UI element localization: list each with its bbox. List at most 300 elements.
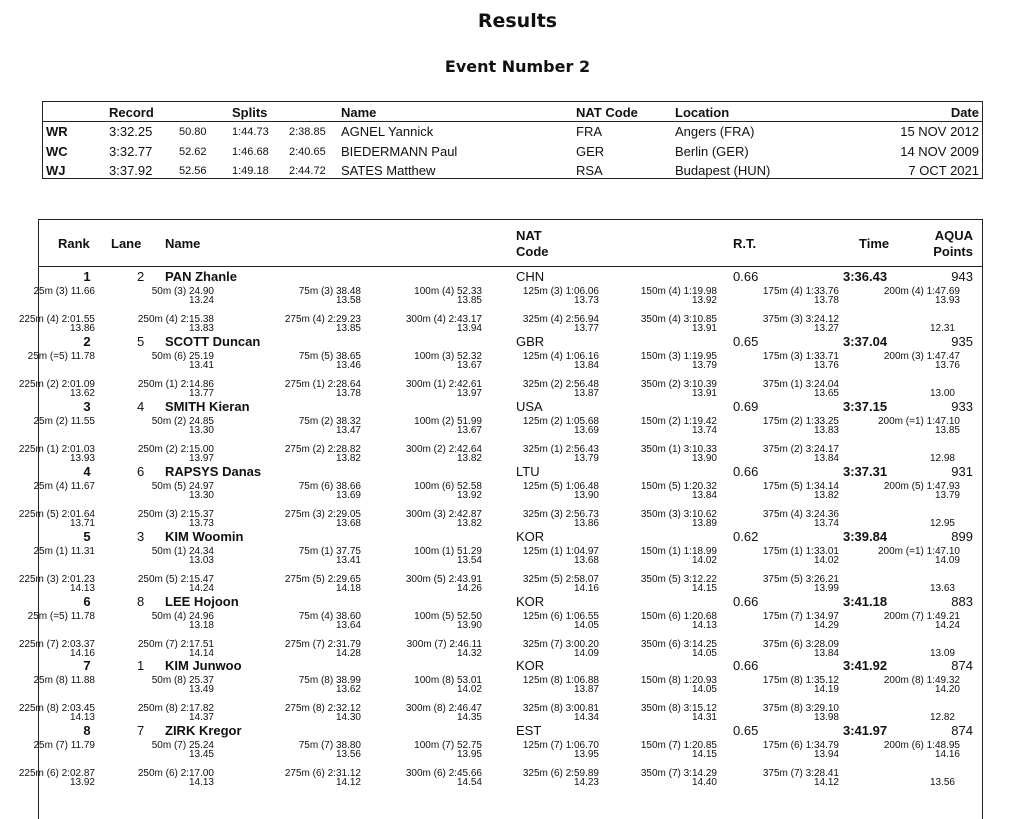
split-time: 225m (1) 2:01.03 [18,443,95,455]
athlete-lane: 3 [137,528,145,544]
athlete-row [18,398,982,464]
split-time: 300m (6) 2:45.66 [405,768,482,780]
record-row [43,122,982,142]
athlete-row [18,463,982,529]
split-lap-time: 13.74 [691,424,717,436]
split-lap-time: 13.90 [456,619,482,631]
split-lap-time: 13.93 [934,295,960,306]
split-lap-time: 13.95 [573,749,599,761]
split-time: 225m (8) 2:03.45 [18,703,95,715]
athlete-lane: 6 [137,463,145,479]
athlete-points: 935 [951,333,973,349]
split-lap-time: 13.89 [691,517,717,529]
split-lap-time: 13.85 [934,424,960,436]
split-lap-time: 13.62 [335,684,361,696]
results-header-rank: Rank [58,236,90,251]
athlete-lane: 8 [137,593,145,609]
split-time: 175m (6) 1:34.79 [762,740,839,752]
split-lap-time: 13.65 [813,387,839,399]
split-time: 175m (2) 1:33.25 [762,415,839,427]
split-lap-time: 13.86 [69,323,95,334]
split-time: 375m (6) 3:28.09 [762,638,839,650]
athlete-name: PAN Zhanle [165,269,237,284]
split-time: 275m (4) 2:29.23 [284,314,361,325]
record-holder-name: AGNEL Yannick [341,124,434,139]
split-lap-time: 13.71 [69,517,95,529]
split-time: 125m (7) 1:06.70 [522,740,599,752]
split-time: 100m (2) 51.99 [414,415,482,427]
split-time: 50m (7) 25.24 [151,740,214,752]
split-lap-time: 14.09 [934,554,960,566]
split-lap-time: 13.93 [69,452,95,464]
split-lap-time: 13.97 [456,387,482,399]
split-time: 325m (7) 3:00.20 [522,638,599,650]
split-lap-time: 14.15 [691,582,717,594]
split-time: 250m (8) 2:17.82 [137,703,214,715]
split-time: 375m (1) 3:24.04 [762,378,839,390]
athlete-rank: 3 [83,398,91,414]
athlete-nat: KOR [516,658,545,674]
split-lap-time: 13.82 [813,489,839,501]
split-lap-time: 13.79 [934,489,960,501]
split-time: 200m (3) 1:47.47 [883,350,960,362]
records-header-splits: Splits [232,105,268,120]
split-time: 125m (1) 1:04.97 [522,545,599,557]
split-time: 75m (8) 38.99 [298,675,361,687]
split-time: 275m (1) 2:28.64 [284,378,361,390]
split-time: 375m (7) 3:28.41 [762,768,839,780]
split-lap-time: 13.79 [573,452,599,464]
split-time: 300m (4) 2:43.17 [405,314,482,325]
split-lap-time: 14.32 [456,647,482,659]
records-header-location: Location [675,105,730,120]
split-time: 275m (3) 2:29.05 [284,508,361,520]
split-time: 225m (6) 2:02.87 [18,768,95,780]
record-split: 52.62 [179,146,207,158]
split-lap-time: 13.69 [335,489,361,501]
split-lap-time: 13.27 [813,323,839,334]
split-lap-time: 13.73 [573,295,599,306]
record-code: WC [46,144,68,159]
final-lap-time: 12.95 [929,517,955,529]
athlete-points: 883 [951,593,973,609]
athlete-time: 3:41.18 [843,593,888,609]
split-lap-time: 14.05 [691,684,717,696]
split-time: 350m (2) 3:10.39 [640,378,717,390]
record-nat: FRA [576,124,602,139]
split-lap-time: 13.84 [573,359,599,371]
split-lap-time: 13.69 [573,424,599,436]
split-lap-time: 13.91 [691,323,717,334]
athlete-name: KIM Woomin [165,528,244,544]
athlete-time: 3:36.43 [843,269,888,284]
split-time: 150m (1) 1:18.99 [640,545,717,557]
records-header-date: Date [950,105,979,120]
split-time: 250m (7) 2:17.51 [137,638,214,650]
record-code: WJ [46,163,66,178]
split-lap-time: 14.13 [691,619,717,631]
record-split: 50.80 [179,126,207,138]
split-time: 50m (5) 24.97 [151,480,214,492]
split-time: 375m (4) 3:24.36 [762,508,839,520]
split-lap-time: 13.90 [573,489,599,501]
split-lap-time: 14.12 [335,777,361,789]
split-time: 225m (4) 2:01.55 [18,314,95,325]
split-time: 75m (2) 38.32 [298,415,361,427]
records-header-nat: NAT Code [576,105,638,120]
athlete-reaction-time: 0.65 [733,723,759,739]
athlete-row [18,723,982,789]
split-lap-time: 14.20 [934,684,960,696]
athlete-reaction-time: 0.66 [733,269,759,284]
split-lap-time: 13.45 [188,749,214,761]
record-time: 3:32.25 [109,124,153,139]
split-time: 25m (1) 11.31 [33,545,95,557]
record-code: WR [46,124,68,139]
split-time: 75m (6) 38.66 [298,480,361,492]
split-time: 300m (7) 2:46.11 [406,638,482,650]
split-lap-time: 13.92 [456,489,482,501]
split-lap-time: 13.54 [456,554,482,566]
split-time: 100m (7) 52.75 [414,740,482,752]
athlete-time: 3:41.97 [843,723,888,739]
split-time: 175m (3) 1:33.71 [762,350,839,362]
athlete-row [18,528,982,594]
split-time: 25m (2) 11.55 [33,415,95,427]
results-header-lane: Lane [111,236,142,251]
split-time: 75m (4) 38.60 [298,610,361,622]
split-time: 300m (8) 2:46.47 [405,703,482,715]
athlete-name: SCOTT Duncan [165,333,261,349]
athlete-rank: 4 [83,463,91,479]
split-lap-time: 14.23 [573,777,599,789]
split-time: 175m (8) 1:35.12 [762,675,839,687]
athlete-points: 931 [951,463,973,479]
split-lap-time: 13.58 [335,295,361,306]
split-time: 100m (5) 52.50 [414,610,482,622]
split-time: 250m (2) 2:15.00 [137,443,214,455]
athlete-name: SMITH Kieran [165,398,250,414]
split-time: 350m (1) 3:10.33 [640,443,717,455]
split-lap-time: 14.16 [934,749,960,761]
results-header-aqua: AQUA [934,228,973,243]
record-split: 1:46.68 [232,146,269,158]
athlete-points: 899 [951,528,973,544]
split-time: 300m (3) 2:42.87 [405,508,482,520]
split-time: 50m (3) 24.90 [151,286,214,297]
record-split: 2:44.72 [289,165,326,177]
split-time: 325m (3) 2:56.73 [522,508,599,520]
results-header-code: Code [516,244,549,259]
split-time: 100m (1) 51.29 [414,545,482,557]
athlete-reaction-time: 0.62 [733,528,759,544]
athlete-name: RAPSYS Danas [165,463,262,479]
athlete-rank: 1 [83,269,91,284]
split-time: 225m (3) 2:01.23 [18,573,95,585]
split-time: 125m (6) 1:06.55 [522,610,599,622]
split-lap-time: 13.03 [188,554,214,566]
split-lap-time: 14.14 [188,647,214,659]
split-lap-time: 14.15 [691,749,717,761]
record-holder-name: SATES Matthew [341,163,436,178]
final-lap-time: 13.00 [929,387,955,399]
split-lap-time: 14.02 [456,684,482,696]
athlete-row [18,269,982,334]
split-time: 200m (8) 1:49.32 [883,675,960,687]
split-time: 350m (4) 3:10.85 [640,314,717,325]
split-time: 375m (3) 3:24.12 [762,314,839,325]
results-header-time: Time [859,236,890,251]
split-time: 150m (8) 1:20.93 [640,675,717,687]
athlete-name: LEE Hojoon [165,593,239,609]
athlete-rank: 6 [83,593,91,609]
record-date: 15 NOV 2012 [900,124,979,139]
split-time: 325m (6) 2:59.89 [522,768,599,780]
split-time: 300m (1) 2:42.61 [405,378,482,390]
split-lap-time: 13.83 [188,323,214,334]
athlete-rank: 2 [83,333,91,349]
athlete-time: 3:39.84 [843,528,888,544]
split-lap-time: 14.12 [813,777,839,789]
record-location: Angers (FRA) [675,124,755,139]
split-lap-time: 13.90 [691,452,717,464]
split-lap-time: 14.13 [188,777,214,789]
athlete-points: 943 [951,269,973,284]
record-row [43,142,982,162]
athlete-lane: 4 [137,398,145,414]
athlete-nat: GBR [516,333,545,349]
split-time: 150m (4) 1:19.98 [640,286,717,297]
split-time: 250m (6) 2:17.00 [137,768,214,780]
split-lap-time: 14.16 [573,582,599,594]
split-lap-time: 13.91 [691,387,717,399]
records-table [42,101,983,179]
athlete-rank: 8 [83,723,91,739]
split-time: 150m (6) 1:20.68 [640,610,717,622]
final-lap-time: 12.82 [929,712,955,724]
split-lap-time: 14.28 [335,647,361,659]
event-title: Event Number 2 [444,57,591,76]
split-lap-time: 14.34 [573,712,599,724]
athlete-reaction-time: 0.66 [733,463,759,479]
final-lap-time: 12.98 [929,452,955,464]
split-lap-time: 13.24 [188,295,214,306]
athlete-rank: 7 [83,658,91,674]
split-lap-time: 13.82 [456,452,482,464]
split-lap-time: 13.67 [456,359,482,371]
split-time: 125m (8) 1:06.88 [522,675,599,687]
split-time: 25m (3) 11.66 [33,286,95,297]
split-lap-time: 13.18 [188,619,214,631]
split-time: 225m (5) 2:01.64 [18,508,95,520]
records-header-name: Name [341,105,377,120]
split-time: 275m (6) 2:31.12 [284,768,361,780]
split-time: 25m (=5) 11.78 [27,610,95,622]
split-lap-time: 13.74 [813,517,839,529]
split-time: 150m (3) 1:19.95 [640,350,717,362]
split-time: 150m (2) 1:19.42 [640,415,717,427]
split-lap-time: 14.37 [188,712,214,724]
final-lap-time: 13.63 [929,582,955,594]
athlete-lane: 2 [137,269,145,284]
split-time: 75m (3) 38.48 [298,286,361,297]
athlete-nat: EST [516,723,542,739]
split-lap-time: 13.64 [335,619,361,631]
split-lap-time: 14.24 [188,582,214,594]
athlete-time: 3:37.15 [843,398,888,414]
record-split: 52.56 [179,165,207,177]
split-lap-time: 13.92 [691,295,717,306]
split-lap-time: 13.62 [69,387,95,399]
record-date: 7 OCT 2021 [908,163,979,178]
split-lap-time: 14.26 [456,582,482,594]
split-lap-time: 13.67 [456,424,482,436]
athlete-points: 874 [951,723,973,739]
split-lap-time: 13.87 [573,684,599,696]
split-time: 275m (7) 2:31.79 [284,638,361,650]
results-header-divider [39,266,982,267]
split-lap-time: 13.78 [813,295,839,306]
athlete-time: 3:37.04 [843,333,888,349]
split-time: 25m (8) 11.88 [33,675,95,687]
athlete-name: ZIRK Kregor [165,723,242,739]
split-time: 50m (2) 24.85 [151,415,214,427]
split-lap-time: 14.16 [69,647,95,659]
split-lap-time: 13.73 [188,517,214,529]
split-time: 225m (7) 2:03.37 [18,638,95,650]
split-lap-time: 13.78 [335,387,361,399]
split-lap-time: 13.84 [813,647,839,659]
split-lap-time: 14.19 [813,684,839,696]
split-time: 100m (4) 52.33 [414,286,482,297]
split-lap-time: 14.35 [456,712,482,724]
split-lap-time: 13.92 [69,777,95,789]
split-time: 25m (4) 11.67 [33,480,95,492]
results-header-points: Points [933,244,973,259]
split-lap-time: 13.85 [335,323,361,334]
split-lap-time: 13.99 [813,582,839,594]
athlete-name: KIM Junwoo [165,658,242,674]
athlete-lane: 1 [137,658,145,674]
split-time: 300m (2) 2:42.64 [405,443,482,455]
record-location: Budapest (HUN) [675,163,771,178]
split-time: 75m (5) 38.65 [298,350,361,362]
split-time: 350m (3) 3:10.62 [640,508,717,520]
athlete-reaction-time: 0.69 [733,398,759,414]
athlete-points: 874 [951,658,973,674]
split-time: 50m (4) 24.96 [151,610,214,622]
split-lap-time: 13.95 [456,749,482,761]
split-lap-time: 13.30 [188,489,214,501]
athlete-points: 933 [951,398,973,414]
split-lap-time: 13.56 [335,749,361,761]
results-header-rt: R.T. [733,236,757,251]
split-time: 200m (=1) 1:47.10 [878,545,960,557]
record-split: 2:38.85 [289,126,326,138]
split-lap-time: 13.85 [456,295,482,306]
split-lap-time: 13.41 [188,359,214,371]
records-header-record: Record [109,105,154,120]
results-header-name: Name [165,236,201,251]
split-lap-time: 13.68 [573,554,599,566]
split-lap-time: 13.76 [934,359,960,371]
split-lap-time: 13.86 [573,517,599,529]
athlete-lane: 5 [137,333,145,349]
split-lap-time: 13.77 [573,323,599,334]
record-time: 3:37.92 [109,163,153,178]
record-time: 3:32.77 [109,144,153,159]
split-time: 325m (5) 2:58.07 [522,573,599,585]
split-time: 275m (2) 2:28.82 [284,443,361,455]
athlete-time: 3:37.31 [843,463,888,479]
split-lap-time: 13.84 [813,452,839,464]
athlete-nat: USA [516,398,543,414]
split-lap-time: 14.02 [691,554,717,566]
split-time: 325m (4) 2:56.94 [522,314,599,325]
split-lap-time: 13.47 [335,424,361,436]
split-time: 200m (4) 1:47.69 [883,286,960,297]
record-location: Berlin (GER) [675,144,749,159]
split-time: 125m (4) 1:06.16 [522,350,599,362]
split-lap-time: 13.30 [188,424,214,436]
split-time: 175m (5) 1:34.14 [762,480,839,492]
split-time: 275m (5) 2:29.65 [284,573,361,585]
split-lap-time: 14.31 [691,712,717,724]
record-split: 1:44.73 [232,126,269,138]
split-time: 225m (2) 2:01.09 [18,378,95,390]
split-lap-time: 14.29 [813,619,839,631]
split-time: 150m (7) 1:20.85 [640,740,717,752]
split-time: 200m (7) 1:49.21 [883,610,960,622]
athlete-rank: 5 [83,528,91,544]
split-time: 375m (5) 3:26.21 [762,573,839,585]
results-header-nat: NAT [516,228,542,243]
athlete-nat: KOR [516,593,545,609]
split-time: 150m (5) 1:20.32 [640,480,717,492]
split-lap-time: 14.40 [691,777,717,789]
split-lap-time: 13.68 [335,517,361,529]
split-lap-time: 14.13 [69,582,95,594]
record-split: 2:40.65 [289,146,326,158]
split-time: 25m (7) 11.79 [33,740,95,752]
split-time: 375m (2) 3:24.17 [762,443,839,455]
split-lap-time: 13.87 [573,387,599,399]
split-time: 350m (5) 3:12.22 [640,573,717,585]
athlete-time: 3:41.92 [843,658,888,674]
split-lap-time: 14.54 [456,777,482,789]
split-lap-time: 14.18 [335,582,361,594]
split-time: 25m (=5) 11.78 [27,350,95,362]
split-time: 250m (4) 2:15.38 [137,314,214,325]
split-time: 100m (8) 53.01 [414,675,482,687]
split-lap-time: 14.13 [69,712,95,724]
athlete-reaction-time: 0.65 [733,333,759,349]
split-time: 325m (8) 3:00.81 [522,703,599,715]
split-lap-time: 13.83 [813,424,839,436]
split-lap-time: 13.98 [813,712,839,724]
athlete-nat: CHN [516,269,545,284]
split-time: 250m (3) 2:15.37 [137,508,214,520]
athlete-reaction-time: 0.66 [733,658,759,674]
split-time: 350m (8) 3:15.12 [640,703,717,715]
split-time: 325m (1) 2:56.43 [522,443,599,455]
record-split: 1:49.18 [232,165,269,177]
record-nat: RSA [576,163,603,178]
split-lap-time: 14.02 [813,554,839,566]
split-time: 250m (5) 2:15.47 [137,573,214,585]
split-time: 175m (1) 1:33.01 [762,545,839,557]
split-time: 100m (6) 52.58 [414,480,482,492]
